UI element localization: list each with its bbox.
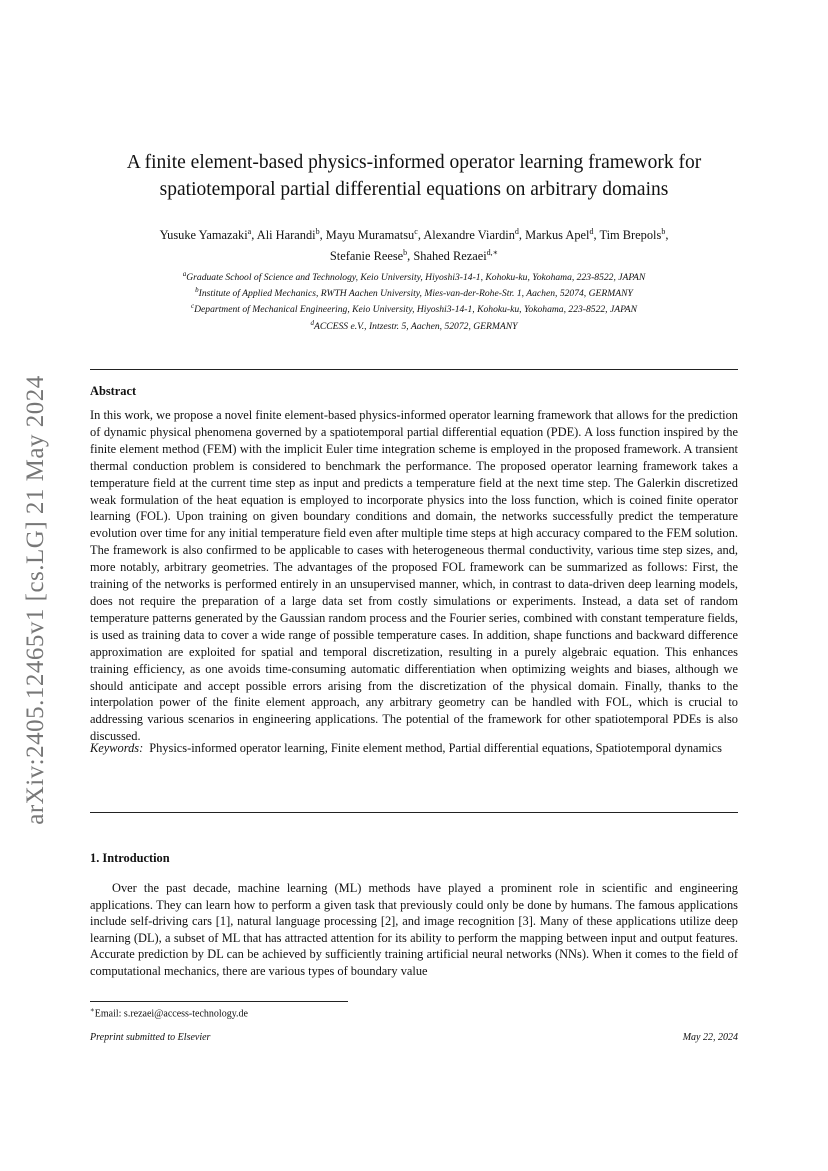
title-line-2: spatiotemporal partial differential equations on arbitrary domains — [159, 179, 669, 200]
author: Tim Brepols$^b$ — [599, 227, 666, 243]
footnote: ∗Email: s.rezaei@access-technology.de — [90, 1006, 248, 1020]
author: Stefanie Reese$^b$ — [329, 248, 408, 264]
abstract-heading: Abstract — [90, 384, 137, 398]
title-line-1: A finite element-based physics-informed operator learning framework for — [126, 152, 702, 173]
affiliation: $^d$ACCESS e.V., Intzestr. 5, Aachen, 52072, GERMANY — [310, 318, 518, 332]
author: Shahed Rezaei$^{d,∗}$ — [413, 248, 499, 264]
keywords — [90, 740, 738, 757]
paper-title — [90, 149, 738, 203]
arxiv-sidebar — [0, 0, 60, 1171]
arxiv-identifier: arXiv:2405.12465v1 [cs.LG] 21 May 2024 — [22, 375, 49, 825]
author-list: Yusuke Yamazaki$^a$, Ali Harandi$^b$, Mayu Muramatsu$^c$, Alexandre Viardin$^d$, Markus Apel$^d$, Tim Brepols$^b$, Stefanie Reese$^b$, Shahed Rezaei$^{d,∗}$ — [159, 227, 669, 264]
keywords-label: Keywords: — [90, 741, 144, 755]
introduction-body: Over the past decade, machine learning (ML) methods have played a prominent role in scientific and engineering applications. They can learn how to perform a given task that previously could only be done by humans. The famous applications include self-driving cars [1], natural language processing [2], and image recognition [3]. Many of these applications utilize deep learning (DL), a subset of ML that has attracted attention for its ability to perform the mapping between input and output features. Accurate prediction by DL can be achieved by sufficiently training artificial neural networks (NNs). When it comes to the field of computational mechanics, there are various types of boundary value — [90, 881, 738, 978]
abstract-bottom-rule — [90, 812, 738, 813]
abstract-top-rule — [90, 369, 738, 370]
author: Ali Harandi$^b$ — [256, 227, 320, 243]
abstract-body: In this work, we propose a novel finite element-based physics-informed operator learning framework that allows for the prediction of dynamic physical phenomena governed by a spatiotemporal partial differential equation (PDE). A loss function inspired by the finite element method (FEM) with the implicit Euler time integration scheme is employed in the proposed framework. A transient thermal conduction problem is considered to benchmark the performance. The proposed operator learning framework takes a temperature field at the current time step as input and predicts a temperature field at the next time step. The Galerkin discretized weak formulation of the heat equation is employed to incorporate physics into the loss function, which is coined finite operator learning (FOL). Upon training on given boundary conditions and domain, the networks successfully predict the temperature evolution over time for any initial temperature field even after multiple time steps at high accuracy compared to the FEM solution. The framework is also confirmed to be applicable to cases with heterogeneous thermal conductivity, various time step sizes, and, more notably, arbitrary geometries. The advantages of the proposed FOL framework can be summarized as follows: First, the training of the networks is performed entirely in an unsupervised manner, which, in contrast to data-driven deep learning models, does not require the preparation of a large data set from costly simulations or experiments. Instead, a data set of random temperature patterns generated by the Gaussian random process and the Fourier series, combined with constant temperature fields, is used as training data to cover a wide range of possible temperature cases. In addition, shape functions and backward difference approximation are exploited for spatial and temporal discretization, resulting in a purely algebraic equation. This enhances training efficiency, as one avoids time-consuming automatic differentiation when optimizing weights and biases, although we should anticipate and accept possible errors arising from the discretization of the physical domain. Finally, thanks to the interpolation power of the finite element approach, any arbitrary geometry can be handled with FOL, which is crucial to addressing various scenarios in engineering applications. The potential of the framework for other spatiotemporal PDEs is also discussed. — [90, 408, 738, 744]
affiliation: $^a$Graduate School of Science and Technology, Keio University, Hiyoshi3-14-1, Kohoku-ku, Yokohama, 223-8522, JAPAN — [182, 270, 646, 284]
author: Markus Apel$^d$ — [525, 227, 594, 243]
author: Mayu Muramatsu$^c$ — [325, 227, 418, 243]
author: Yusuke Yamazaki$^a$ — [159, 227, 252, 243]
footer-date: May 22, 2024 — [682, 1032, 738, 1043]
affiliation: $^c$Department of Mechanical Engineering, Keio University, Hiyoshi3-14-1, Kohoku-ku, Yokohama, 223-8522, JAPAN — [191, 302, 637, 316]
author: Alexandre Viardin$^d$ — [423, 227, 519, 243]
keywords-text: Physics-informed operator learning, Finite element method, Partial differential equations, Spatiotemporal dynamics — [149, 741, 722, 755]
affiliation-list — [90, 268, 738, 333]
footer-preprint-note: Preprint submitted to Elsevier — [90, 1032, 211, 1043]
affiliation: $^b$Institute of Applied Mechanics, RWTH Aachen University, Mies-van-der-Rohe-Str. 1, Aachen, 52074, GERMANY — [195, 286, 633, 300]
footnote-email: Email: s.rezaei@access-technology.de — [94, 1008, 248, 1020]
section-heading-introduction: 1. Introduction — [90, 851, 170, 865]
footnote-rule — [90, 1001, 348, 1002]
